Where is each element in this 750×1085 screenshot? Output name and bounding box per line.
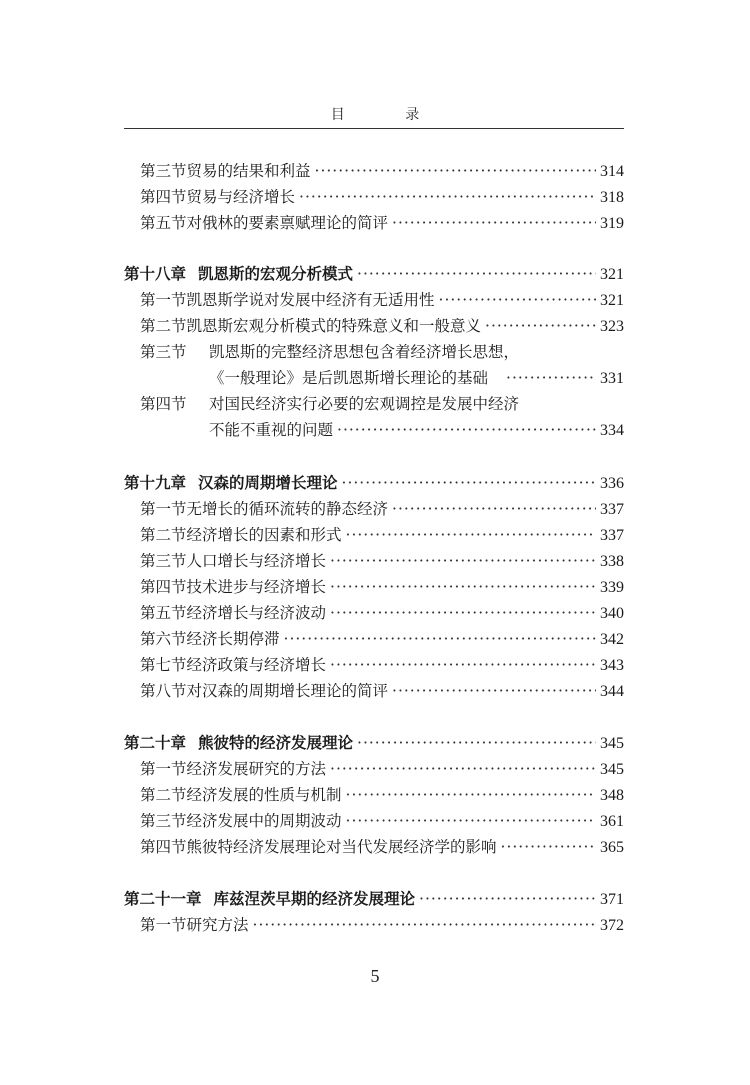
leader-dots	[330, 759, 596, 779]
leader-dots	[419, 889, 596, 909]
leader-dots	[392, 213, 596, 233]
toc-entry[interactable]	[140, 785, 624, 806]
section-title: 对汉森的周期增长理论的简评	[186, 682, 389, 700]
page-number: 365	[600, 839, 624, 856]
toc-entry-continuation[interactable]	[209, 420, 624, 441]
section-title: 经济政策与经济增长	[186, 656, 327, 674]
page-number: 339	[600, 579, 624, 596]
toc-entry[interactable]	[140, 499, 624, 520]
section-title: 凯恩斯学说对发展中经济有无适用性	[186, 291, 435, 309]
leader-dots	[346, 811, 596, 831]
section-label: 第三节	[140, 552, 187, 570]
page-number: 338	[600, 553, 624, 570]
page-number: 321	[600, 266, 624, 283]
toc-entry[interactable]	[140, 811, 624, 832]
page-number: 331	[600, 370, 624, 387]
chapter-label: 第十九章	[124, 473, 187, 492]
page-number: 314	[600, 163, 624, 180]
chapter-entry[interactable]	[124, 889, 624, 910]
section-label: 第四节	[140, 578, 187, 596]
leader-dots	[330, 577, 596, 597]
chapter-label: 第十八章	[124, 264, 187, 283]
page-number: 372	[600, 917, 624, 934]
leader-dots	[346, 525, 596, 545]
toc-entry[interactable]	[140, 837, 624, 858]
page-number: 321	[600, 292, 624, 309]
section-label: 第八节	[140, 682, 187, 700]
toc-entry[interactable]	[140, 603, 624, 624]
leader-dots	[330, 551, 596, 571]
section-label: 第四节	[140, 395, 187, 413]
toc-entry[interactable]	[140, 161, 624, 182]
section-title-line1: 凯恩斯的完整经济思想包含着经济增长思想，	[209, 343, 520, 361]
leader-dots	[253, 915, 596, 935]
page-number: 336	[600, 475, 624, 492]
page-number: 345	[600, 761, 624, 778]
section-label: 第二节	[140, 786, 187, 804]
leader-dots	[330, 603, 596, 623]
section-title: 熊彼特经济发展理论对当代发展经济学的影响	[186, 838, 497, 856]
chapter-label: 第二十一章	[124, 889, 202, 908]
section-label: 第一节	[140, 916, 187, 934]
page-number: 319	[600, 215, 624, 232]
leader-dots	[357, 264, 596, 284]
toc-entry-multiline[interactable]	[140, 342, 624, 362]
chapter-label: 第二十章	[124, 733, 187, 752]
leader-dots	[392, 499, 596, 519]
leader-dots	[501, 837, 596, 857]
toc-entry[interactable]	[140, 655, 624, 676]
page-number: 337	[600, 527, 624, 544]
section-label: 第六节	[140, 630, 187, 648]
section-title: 经济增长的因素和形式	[186, 526, 342, 544]
section-label: 第一节	[140, 500, 187, 518]
leader-dots	[485, 316, 596, 336]
section-label: 第三节	[140, 812, 187, 830]
toc-entry-multiline[interactable]	[140, 394, 624, 414]
leader-dots	[337, 420, 596, 440]
toc-entry[interactable]	[140, 187, 624, 208]
leader-dots	[284, 629, 596, 649]
page-number: 371	[600, 891, 624, 908]
header-rule	[124, 128, 624, 129]
section-label: 第七节	[140, 656, 187, 674]
page-number: 340	[600, 605, 624, 622]
leader-dots	[439, 290, 596, 310]
section-title: 经济增长与经济波动	[186, 604, 327, 622]
toc-entry[interactable]	[140, 551, 624, 572]
section-label: 第四节	[140, 188, 187, 206]
running-header: 目 录	[330, 107, 448, 123]
leader-dots	[392, 681, 596, 701]
section-title: 技术进步与经济增长	[186, 578, 327, 596]
section-title: 人口增长与经济增长	[186, 552, 327, 570]
section-label: 第二节	[140, 526, 187, 544]
section-label: 第四节	[140, 838, 187, 856]
section-label: 第二节	[140, 317, 187, 335]
page-number: 337	[600, 501, 624, 518]
section-title-line2: 不能不重视的问题	[209, 421, 334, 439]
section-title: 研究方法	[186, 916, 249, 934]
page-number: 323	[600, 318, 624, 335]
toc-entry[interactable]	[140, 915, 624, 936]
page-number: 342	[600, 631, 624, 648]
leader-dots	[315, 161, 596, 181]
chapter-title: 汉森的周期增长理论	[198, 473, 338, 492]
leader-dots	[342, 473, 596, 493]
toc-entry[interactable]	[140, 213, 624, 234]
page-folio: 5	[370, 966, 380, 986]
section-title: 经济长期停滞	[186, 630, 280, 648]
section-title: 经济发展中的周期波动	[186, 812, 342, 830]
page-number: 344	[600, 683, 624, 700]
leader-dots	[346, 785, 596, 805]
toc-entry[interactable]	[140, 759, 624, 780]
section-label: 第一节	[140, 291, 187, 309]
page-number: 334	[600, 422, 624, 439]
toc-entry[interactable]	[140, 316, 624, 337]
toc-entry-continuation[interactable]	[209, 368, 624, 389]
page-number: 343	[600, 657, 624, 674]
page-number: 345	[600, 735, 624, 752]
section-title: 经济发展的性质与机制	[186, 786, 342, 804]
leader-dots	[330, 655, 596, 675]
section-label: 第一节	[140, 760, 187, 778]
chapter-title: 熊彼特的经济发展理论	[198, 733, 354, 752]
page-number: 361	[600, 813, 624, 830]
toc-entry[interactable]	[140, 681, 624, 702]
section-title: 贸易与经济增长	[186, 188, 296, 206]
section-title-line1: 对国民经济实行必要的宏观调控是发展中经济	[209, 395, 520, 413]
page-number: 318	[600, 189, 624, 206]
section-label: 第三节	[140, 343, 187, 361]
section-title-line2: 《一般理论》是后凯恩斯增长理论的基础	[209, 369, 489, 387]
page-number: 348	[600, 787, 624, 804]
toc-entry[interactable]	[140, 629, 624, 650]
section-title: 无增长的循环流转的静态经济	[186, 500, 389, 518]
section-title: 对俄林的要素禀赋理论的简评	[186, 214, 389, 232]
section-title: 贸易的结果和利益	[186, 162, 311, 180]
section-label: 第五节	[140, 604, 187, 622]
toc-entry[interactable]	[140, 290, 624, 311]
section-label: 第三节	[140, 162, 187, 180]
chapter-entry[interactable]	[124, 473, 624, 494]
chapter-title: 凯恩斯的宏观分析模式	[198, 264, 354, 283]
leader-dots	[299, 187, 596, 207]
chapter-title: 库兹涅茨早期的经济发展理论	[213, 889, 416, 908]
section-title: 凯恩斯宏观分析模式的特殊意义和一般意义	[186, 317, 482, 335]
toc-entry[interactable]	[140, 525, 624, 546]
leader-dots	[357, 733, 596, 753]
toc-entry[interactable]	[140, 577, 624, 598]
chapter-entry[interactable]	[124, 733, 624, 754]
chapter-entry[interactable]	[124, 264, 624, 285]
section-label: 第五节	[140, 214, 187, 232]
section-title: 经济发展研究的方法	[186, 760, 327, 778]
leader-dots	[506, 368, 596, 388]
